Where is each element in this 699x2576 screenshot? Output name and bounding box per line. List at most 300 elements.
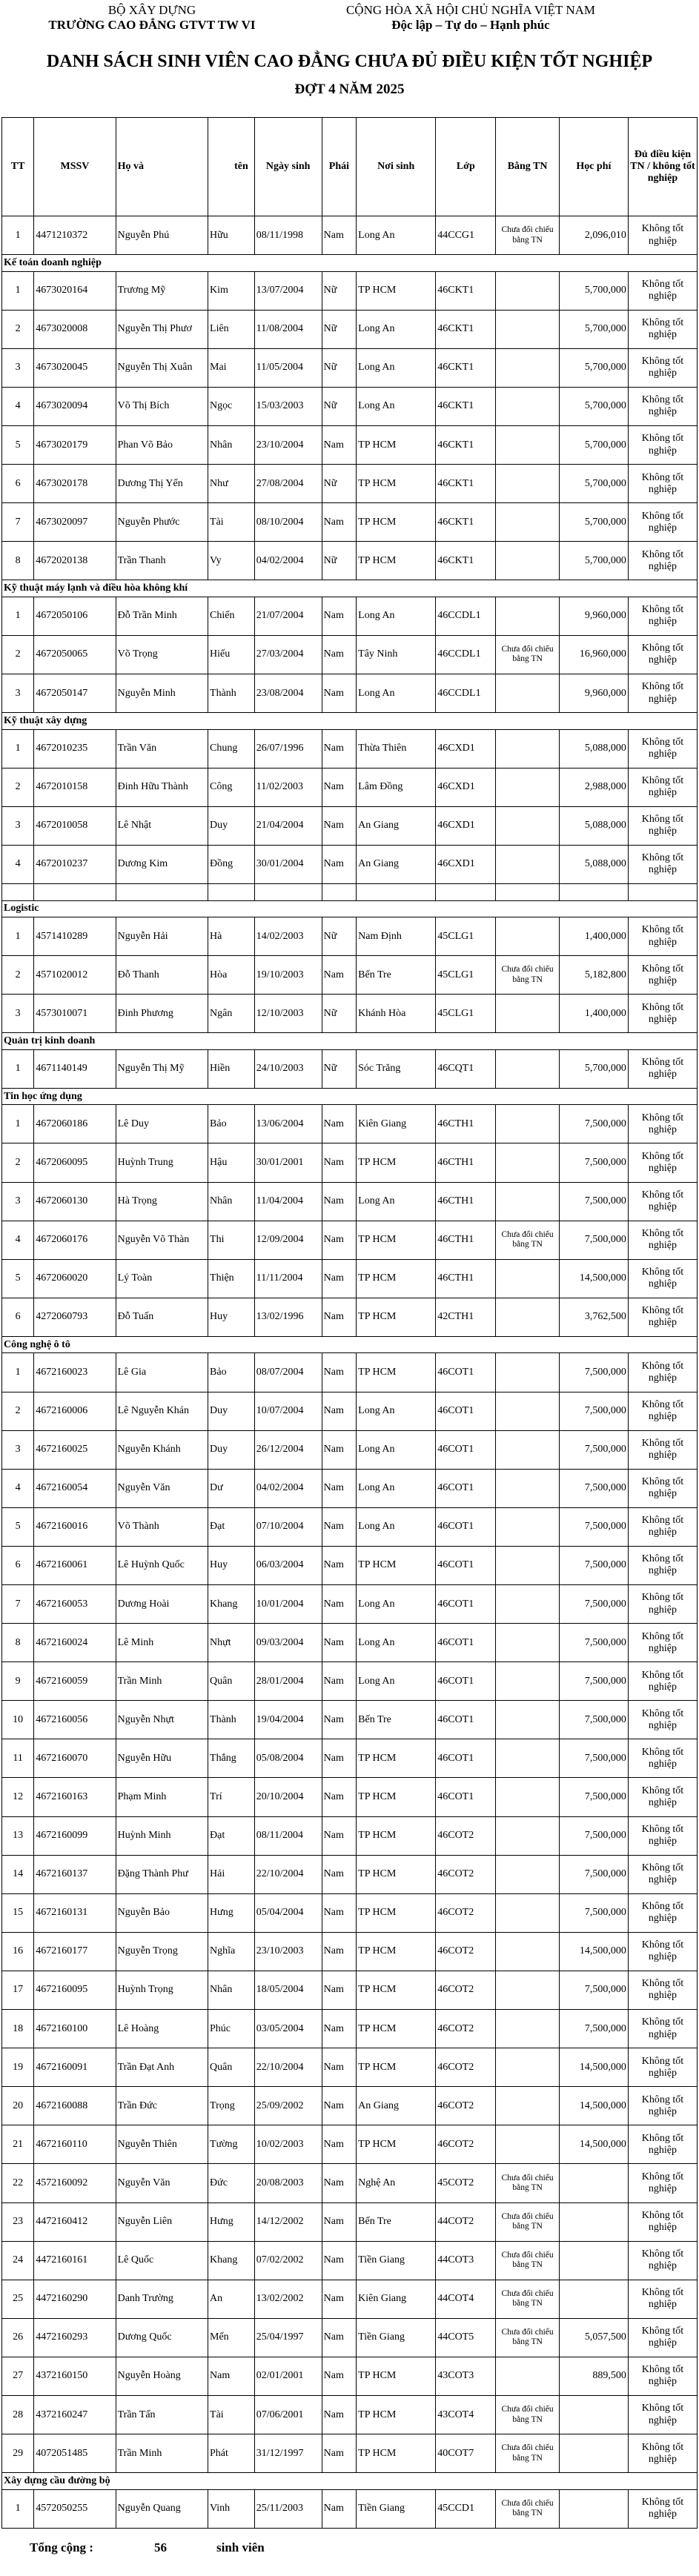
first-name: Hiền — [208, 1049, 255, 1088]
graduation-status: Không tốt nghiệp — [628, 1624, 697, 1662]
certificate-note — [496, 1353, 559, 1392]
place-of-birth: TP HCM — [357, 2357, 436, 2395]
student-id: 4372160150 — [34, 2357, 116, 2395]
certificate-note: Chưa đổi chiếu bằng TN — [496, 635, 559, 674]
tuition-fee: 5,700,000 — [559, 348, 628, 387]
tuition-fee: 7,500,000 — [559, 1816, 628, 1855]
table-row — [2, 2489, 698, 2528]
first-name: An — [208, 2280, 255, 2318]
col-header-last-name: Họ và — [116, 118, 208, 216]
row-number: 26 — [2, 2318, 34, 2357]
table-header-row — [2, 118, 698, 216]
blank-cell — [436, 884, 496, 901]
group-heading-row — [2, 900, 698, 917]
graduation-status: Không tốt nghiệp — [628, 1221, 697, 1259]
class-code: 45CLG1 — [436, 917, 496, 956]
first-name: Nhựt — [208, 1624, 255, 1662]
first-name: Thi — [208, 1221, 255, 1259]
date-of-birth: 11/04/2004 — [254, 1182, 322, 1221]
first-name: Ngân — [208, 995, 255, 1033]
class-code: 46COT2 — [436, 1855, 496, 1893]
class-code: 46CCDL1 — [436, 635, 496, 674]
date-of-birth: 13/02/2002 — [254, 2280, 322, 2318]
date-of-birth: 10/01/2004 — [254, 1585, 322, 1624]
student-id: 4272060793 — [34, 1298, 116, 1336]
row-number: 8 — [2, 542, 34, 580]
class-code: 46COT1 — [436, 1778, 496, 1816]
graduation-status: Không tốt nghiệp — [628, 271, 697, 310]
class-code: 46COT2 — [436, 1932, 496, 1971]
place-of-birth: Lâm Đồng — [357, 768, 436, 806]
table-row — [2, 2164, 698, 2202]
group-heading: Xây dựng cầu đường bộ — [2, 2473, 698, 2490]
last-name: Lê Gia — [116, 1353, 208, 1392]
date-of-birth: 14/02/2003 — [254, 917, 322, 956]
row-number: 5 — [2, 425, 34, 464]
place-of-birth: TP HCM — [357, 271, 436, 310]
class-code: 46COT1 — [436, 1507, 496, 1546]
gender: Nam — [322, 956, 357, 995]
student-id: 4672010058 — [34, 806, 116, 845]
graduation-status: Không tốt nghiệp — [628, 216, 697, 255]
gender: Nam — [322, 1932, 357, 1971]
gender: Nữ — [322, 542, 357, 580]
class-code: 46COT1 — [436, 1353, 496, 1392]
first-name: Thiện — [208, 1259, 255, 1298]
group-heading: Quản trị kinh doanh — [2, 1033, 698, 1050]
class-code: 46CKT1 — [436, 542, 496, 580]
place-of-birth: TP HCM — [357, 1353, 436, 1392]
row-number: 25 — [2, 2280, 34, 2318]
place-of-birth: Long An — [357, 310, 436, 348]
certificate-note — [496, 1855, 559, 1893]
last-name: Nguyễn Bảo — [116, 1893, 208, 1932]
table-row — [2, 729, 698, 768]
student-id: 4672160070 — [34, 1739, 116, 1778]
last-name: Đinh Hữu Thành — [116, 768, 208, 806]
table-row — [2, 845, 698, 883]
student-id: 4672060020 — [34, 1259, 116, 1298]
date-of-birth: 03/05/2004 — [254, 2010, 322, 2048]
certificate-note — [496, 348, 559, 387]
certificate-note — [496, 1298, 559, 1336]
class-code: 43COT4 — [436, 2395, 496, 2434]
tuition-fee: 14,500,000 — [559, 2048, 628, 2087]
tuition-fee: 1,400,000 — [559, 917, 628, 956]
row-number: 2 — [2, 635, 34, 674]
first-name: Quân — [208, 1662, 255, 1701]
first-name: Thắng — [208, 1739, 255, 1778]
graduation-status: Không tốt nghiệp — [628, 729, 697, 768]
last-name: Võ Thành — [116, 1507, 208, 1546]
first-name: Duy — [208, 1430, 255, 1469]
date-of-birth: 15/03/2003 — [254, 387, 322, 425]
last-name: Dương Thị Yến — [116, 465, 208, 503]
student-id: 4571410289 — [34, 917, 116, 956]
place-of-birth: Bến Tre — [357, 2202, 436, 2241]
class-code: 46CCDL1 — [436, 674, 496, 713]
date-of-birth: 11/08/2004 — [254, 310, 322, 348]
table-row — [2, 1507, 698, 1546]
blank-cell — [34, 884, 116, 901]
table-row — [2, 1816, 698, 1855]
first-name: Hưng — [208, 1893, 255, 1932]
place-of-birth: TP HCM — [357, 2010, 436, 2048]
row-number: 10 — [2, 1701, 34, 1739]
first-name: Hòa — [208, 956, 255, 995]
place-of-birth: Long An — [357, 1624, 436, 1662]
group-heading-row — [2, 1336, 698, 1353]
tuition-fee: 5,182,800 — [559, 956, 628, 995]
gender: Nam — [322, 1353, 357, 1392]
place-of-birth: TP HCM — [357, 2395, 436, 2434]
first-name: Huy — [208, 1298, 255, 1336]
first-name: Đức — [208, 2164, 255, 2202]
tuition-fee: 5,700,000 — [559, 503, 628, 542]
certificate-note: Chưa đổi chiếu bằng TN — [496, 2164, 559, 2202]
table-row — [2, 768, 698, 806]
table-row — [2, 1259, 698, 1298]
tuition-fee: 7,500,000 — [559, 1353, 628, 1392]
row-number: 9 — [2, 1662, 34, 1701]
class-code: 46CCDL1 — [436, 597, 496, 635]
gender: Nam — [322, 1507, 357, 1546]
student-id: 4672010158 — [34, 768, 116, 806]
gender: Nữ — [322, 465, 357, 503]
gender: Nam — [322, 768, 357, 806]
certificate-note — [496, 310, 559, 348]
certificate-note — [496, 503, 559, 542]
gender: Nam — [322, 1105, 357, 1143]
place-of-birth: TP HCM — [357, 1739, 436, 1778]
certificate-note — [496, 729, 559, 768]
last-name: Hà Trọng — [116, 1182, 208, 1221]
tuition-fee: 2,096,010 — [559, 216, 628, 255]
date-of-birth: 08/10/2004 — [254, 503, 322, 542]
certificate-note — [496, 2125, 559, 2164]
tuition-fee: 5,088,000 — [559, 845, 628, 883]
date-of-birth: 22/10/2004 — [254, 2048, 322, 2087]
gender: Nam — [322, 1182, 357, 1221]
col-header-dob: Ngày sinh — [254, 118, 322, 216]
gender: Nữ — [322, 917, 357, 956]
first-name: Huy — [208, 1546, 255, 1584]
date-of-birth: 13/02/1996 — [254, 1298, 322, 1336]
student-id: 4672160006 — [34, 1392, 116, 1430]
student-id: 4472160161 — [34, 2241, 116, 2280]
first-name: Chung — [208, 729, 255, 768]
tuition-fee: 16,960,000 — [559, 635, 628, 674]
graduation-status: Không tốt nghiệp — [628, 1739, 697, 1778]
tuition-fee: 7,500,000 — [559, 1430, 628, 1469]
row-number: 3 — [2, 1430, 34, 1469]
first-name: Mai — [208, 348, 255, 387]
last-name: Phan Võ Bảo — [116, 425, 208, 464]
first-name: Mến — [208, 2318, 255, 2357]
blank-row — [2, 884, 698, 901]
graduation-status: Không tốt nghiệp — [628, 1893, 697, 1932]
place-of-birth: Long An — [357, 1430, 436, 1469]
student-id: 4672050106 — [34, 597, 116, 635]
row-number: 7 — [2, 503, 34, 542]
first-name: Tường — [208, 2125, 255, 2164]
row-number: 16 — [2, 1932, 34, 1971]
graduation-status: Không tốt nghiệp — [628, 917, 697, 956]
gender: Nữ — [322, 310, 357, 348]
table-row — [2, 1662, 698, 1701]
class-code: 46COT1 — [436, 1662, 496, 1701]
tuition-fee: 7,500,000 — [559, 1469, 628, 1507]
row-number: 27 — [2, 2357, 34, 2395]
tuition-fee: 7,500,000 — [559, 1855, 628, 1893]
tuition-fee: 7,500,000 — [559, 1221, 628, 1259]
tuition-fee — [559, 2164, 628, 2202]
table-row — [2, 387, 698, 425]
row-number: 3 — [2, 348, 34, 387]
last-name: Nguyễn Nhựt — [116, 1701, 208, 1739]
gender: Nam — [322, 1855, 357, 1893]
student-id: 4672060095 — [34, 1143, 116, 1182]
graduation-status: Không tốt nghiệp — [628, 956, 697, 995]
graduation-status: Không tốt nghiệp — [628, 1353, 697, 1392]
last-name: Lê Quốc — [116, 2241, 208, 2280]
class-code: 46COT2 — [436, 2048, 496, 2087]
graduation-status: Không tốt nghiệp — [628, 1430, 697, 1469]
first-name: Khang — [208, 1585, 255, 1624]
first-name: Phát — [208, 2434, 255, 2473]
table-row — [2, 597, 698, 635]
date-of-birth: 19/10/2003 — [254, 956, 322, 995]
gender: Nam — [322, 2048, 357, 2087]
last-name: Lý Toàn — [116, 1259, 208, 1298]
student-id: 4672060186 — [34, 1105, 116, 1143]
graduation-status: Không tốt nghiệp — [628, 1662, 697, 1701]
class-code: 46CTH1 — [436, 1259, 496, 1298]
class-code: 46CTH1 — [436, 1143, 496, 1182]
graduation-status: Không tốt nghiệp — [628, 1932, 697, 1971]
place-of-birth: Long An — [357, 1469, 436, 1507]
row-number: 1 — [2, 271, 34, 310]
student-id: 4672160137 — [34, 1855, 116, 1893]
row-number: 4 — [2, 1469, 34, 1507]
student-id: 4673020179 — [34, 425, 116, 464]
place-of-birth: TP HCM — [357, 465, 436, 503]
date-of-birth: 07/02/2002 — [254, 2241, 322, 2280]
student-id: 4672010237 — [34, 845, 116, 883]
table-row — [2, 956, 698, 995]
first-name: Đạt — [208, 1816, 255, 1855]
graduation-status: Không tốt nghiệp — [628, 1546, 697, 1584]
row-number: 2 — [2, 956, 34, 995]
place-of-birth: Sóc Trăng — [357, 1049, 436, 1088]
student-id: 4672160024 — [34, 1624, 116, 1662]
first-name: Đạt — [208, 1507, 255, 1546]
tuition-fee: 5,700,000 — [559, 387, 628, 425]
group-heading: Công nghệ ô tô — [2, 1336, 698, 1353]
class-code: 46CTH1 — [436, 1105, 496, 1143]
table-row — [2, 995, 698, 1033]
date-of-birth: 24/10/2003 — [254, 1049, 322, 1088]
class-code: 46CKT1 — [436, 425, 496, 464]
first-name: Dư — [208, 1469, 255, 1507]
class-code: 46COT2 — [436, 2010, 496, 2048]
student-id: 4372160247 — [34, 2395, 116, 2434]
gender: Nữ — [322, 271, 357, 310]
total-label: Tổng cộng : — [30, 2540, 93, 2555]
class-code: 46COT2 — [436, 2125, 496, 2164]
first-name: Ngọc — [208, 387, 255, 425]
tuition-fee: 7,500,000 — [559, 1105, 628, 1143]
tuition-fee: 5,700,000 — [559, 465, 628, 503]
tuition-fee: 7,500,000 — [559, 1392, 628, 1430]
row-number: 1 — [2, 1353, 34, 1392]
class-code: 46CXD1 — [436, 768, 496, 806]
class-code: 45CCD1 — [436, 2489, 496, 2528]
certificate-note — [496, 917, 559, 956]
certificate-note — [496, 465, 559, 503]
graduation-status: Không tốt nghiệp — [628, 2434, 697, 2473]
table-row — [2, 806, 698, 845]
certificate-note — [496, 2087, 559, 2125]
graduation-status: Không tốt nghiệp — [628, 635, 697, 674]
student-id: 4672160177 — [34, 1932, 116, 1971]
first-name: Hải — [208, 1855, 255, 1893]
gender: Nam — [322, 216, 357, 255]
blank-cell — [628, 884, 697, 901]
place-of-birth: An Giang — [357, 2087, 436, 2125]
last-name: Huỳnh Trung — [116, 1143, 208, 1182]
student-id: 4572160092 — [34, 2164, 116, 2202]
row-number: 11 — [2, 1739, 34, 1778]
place-of-birth: TP HCM — [357, 2048, 436, 2087]
gender: Nam — [322, 1546, 357, 1584]
gender: Nam — [322, 2395, 357, 2434]
table-row — [2, 1971, 698, 2009]
republic-name: CỘNG HÒA XÃ HỘI CHỦ NGHĨA VIỆT NAM — [345, 3, 596, 17]
row-number: 5 — [2, 1507, 34, 1546]
gender: Nam — [322, 597, 357, 635]
date-of-birth: 31/12/1997 — [254, 2434, 322, 2473]
date-of-birth: 25/11/2003 — [254, 2489, 322, 2528]
gender: Nam — [322, 1143, 357, 1182]
place-of-birth: Khánh Hòa — [357, 995, 436, 1033]
first-name: Công — [208, 768, 255, 806]
place-of-birth: Tây Ninh — [357, 635, 436, 674]
student-id: 4672160088 — [34, 2087, 116, 2125]
row-number: 7 — [2, 1585, 34, 1624]
graduation-status: Không tốt nghiệp — [628, 2280, 697, 2318]
tuition-fee: 889,500 — [559, 2357, 628, 2395]
certificate-note — [496, 1778, 559, 1816]
tuition-fee: 5,088,000 — [559, 806, 628, 845]
certificate-note — [496, 1105, 559, 1143]
date-of-birth: 08/11/1998 — [254, 216, 322, 255]
last-name: Nguyễn Liên — [116, 2202, 208, 2241]
graduation-status: Không tốt nghiệp — [628, 387, 697, 425]
first-name: Nhân — [208, 1182, 255, 1221]
first-name: Nam — [208, 2357, 255, 2395]
place-of-birth: Long An — [357, 1662, 436, 1701]
last-name: Lê Minh — [116, 1624, 208, 1662]
class-code: 42CTH1 — [436, 1298, 496, 1336]
certificate-note — [496, 1143, 559, 1182]
row-number: 21 — [2, 2125, 34, 2164]
class-code: 46COT1 — [436, 1430, 496, 1469]
first-name: Hiếu — [208, 635, 255, 674]
school-name: TRƯỜNG CAO ĐẲNG GTVT TW VI — [48, 18, 256, 32]
place-of-birth: Nam Định — [357, 917, 436, 956]
gender: Nam — [322, 2434, 357, 2473]
row-number: 6 — [2, 1298, 34, 1336]
last-name: Nguyễn Hoàng — [116, 2357, 208, 2395]
first-name: Trí — [208, 1778, 255, 1816]
first-name: Tài — [208, 2395, 255, 2434]
last-name: Trần Tấn — [116, 2395, 208, 2434]
table-row — [2, 635, 698, 674]
graduation-status: Không tốt nghiệp — [628, 542, 697, 580]
student-id: 4672160099 — [34, 1816, 116, 1855]
place-of-birth: Long An — [357, 216, 436, 255]
date-of-birth: 05/04/2004 — [254, 1893, 322, 1932]
certificate-note — [496, 1182, 559, 1221]
class-code: 46COT2 — [436, 1816, 496, 1855]
row-number: 4 — [2, 387, 34, 425]
last-name: Nguyễn Thị Mỹ — [116, 1049, 208, 1088]
graduation-status: Không tốt nghiệp — [628, 1182, 697, 1221]
certificate-note — [496, 425, 559, 464]
gender: Nam — [322, 635, 357, 674]
student-id: 4672160025 — [34, 1430, 116, 1469]
place-of-birth: TP HCM — [357, 1259, 436, 1298]
class-code: 46CXD1 — [436, 845, 496, 883]
student-id: 4673020008 — [34, 310, 116, 348]
last-name: Nguyễn Khánh — [116, 1430, 208, 1469]
last-name: Nguyễn Hữu — [116, 1739, 208, 1778]
last-name: Nguyễn Võ Thàn — [116, 1221, 208, 1259]
place-of-birth: TP HCM — [357, 503, 436, 542]
table-row — [2, 1105, 698, 1143]
student-id: 4672160059 — [34, 1662, 116, 1701]
tuition-fee: 5,700,000 — [559, 310, 628, 348]
last-name: Trần Thanh — [116, 542, 208, 580]
first-name: Duy — [208, 1392, 255, 1430]
date-of-birth: 11/05/2004 — [254, 348, 322, 387]
class-code: 46CKT1 — [436, 348, 496, 387]
table-row — [2, 1143, 698, 1182]
date-of-birth: 21/07/2004 — [254, 597, 322, 635]
place-of-birth: Nghệ An — [357, 2164, 436, 2202]
row-number: 4 — [2, 845, 34, 883]
table-row — [2, 2318, 698, 2357]
tuition-fee: 5,700,000 — [559, 1049, 628, 1088]
certificate-note — [496, 768, 559, 806]
row-number: 17 — [2, 1971, 34, 2009]
tuition-fee — [559, 2241, 628, 2280]
first-name: Thành — [208, 1701, 255, 1739]
certificate-note — [496, 1701, 559, 1739]
class-code: 46CKT1 — [436, 310, 496, 348]
place-of-birth: Long An — [357, 1585, 436, 1624]
place-of-birth: Bến Tre — [357, 1701, 436, 1739]
first-name: Phúc — [208, 2010, 255, 2048]
first-name: Thành — [208, 674, 255, 713]
table-row — [2, 2280, 698, 2318]
graduation-status: Không tốt nghiệp — [628, 1778, 697, 1816]
table-row — [2, 465, 698, 503]
place-of-birth: Long An — [357, 1392, 436, 1430]
tuition-fee: 5,057,500 — [559, 2318, 628, 2357]
group-heading: Kế toán doanh nghiệp — [2, 255, 698, 272]
